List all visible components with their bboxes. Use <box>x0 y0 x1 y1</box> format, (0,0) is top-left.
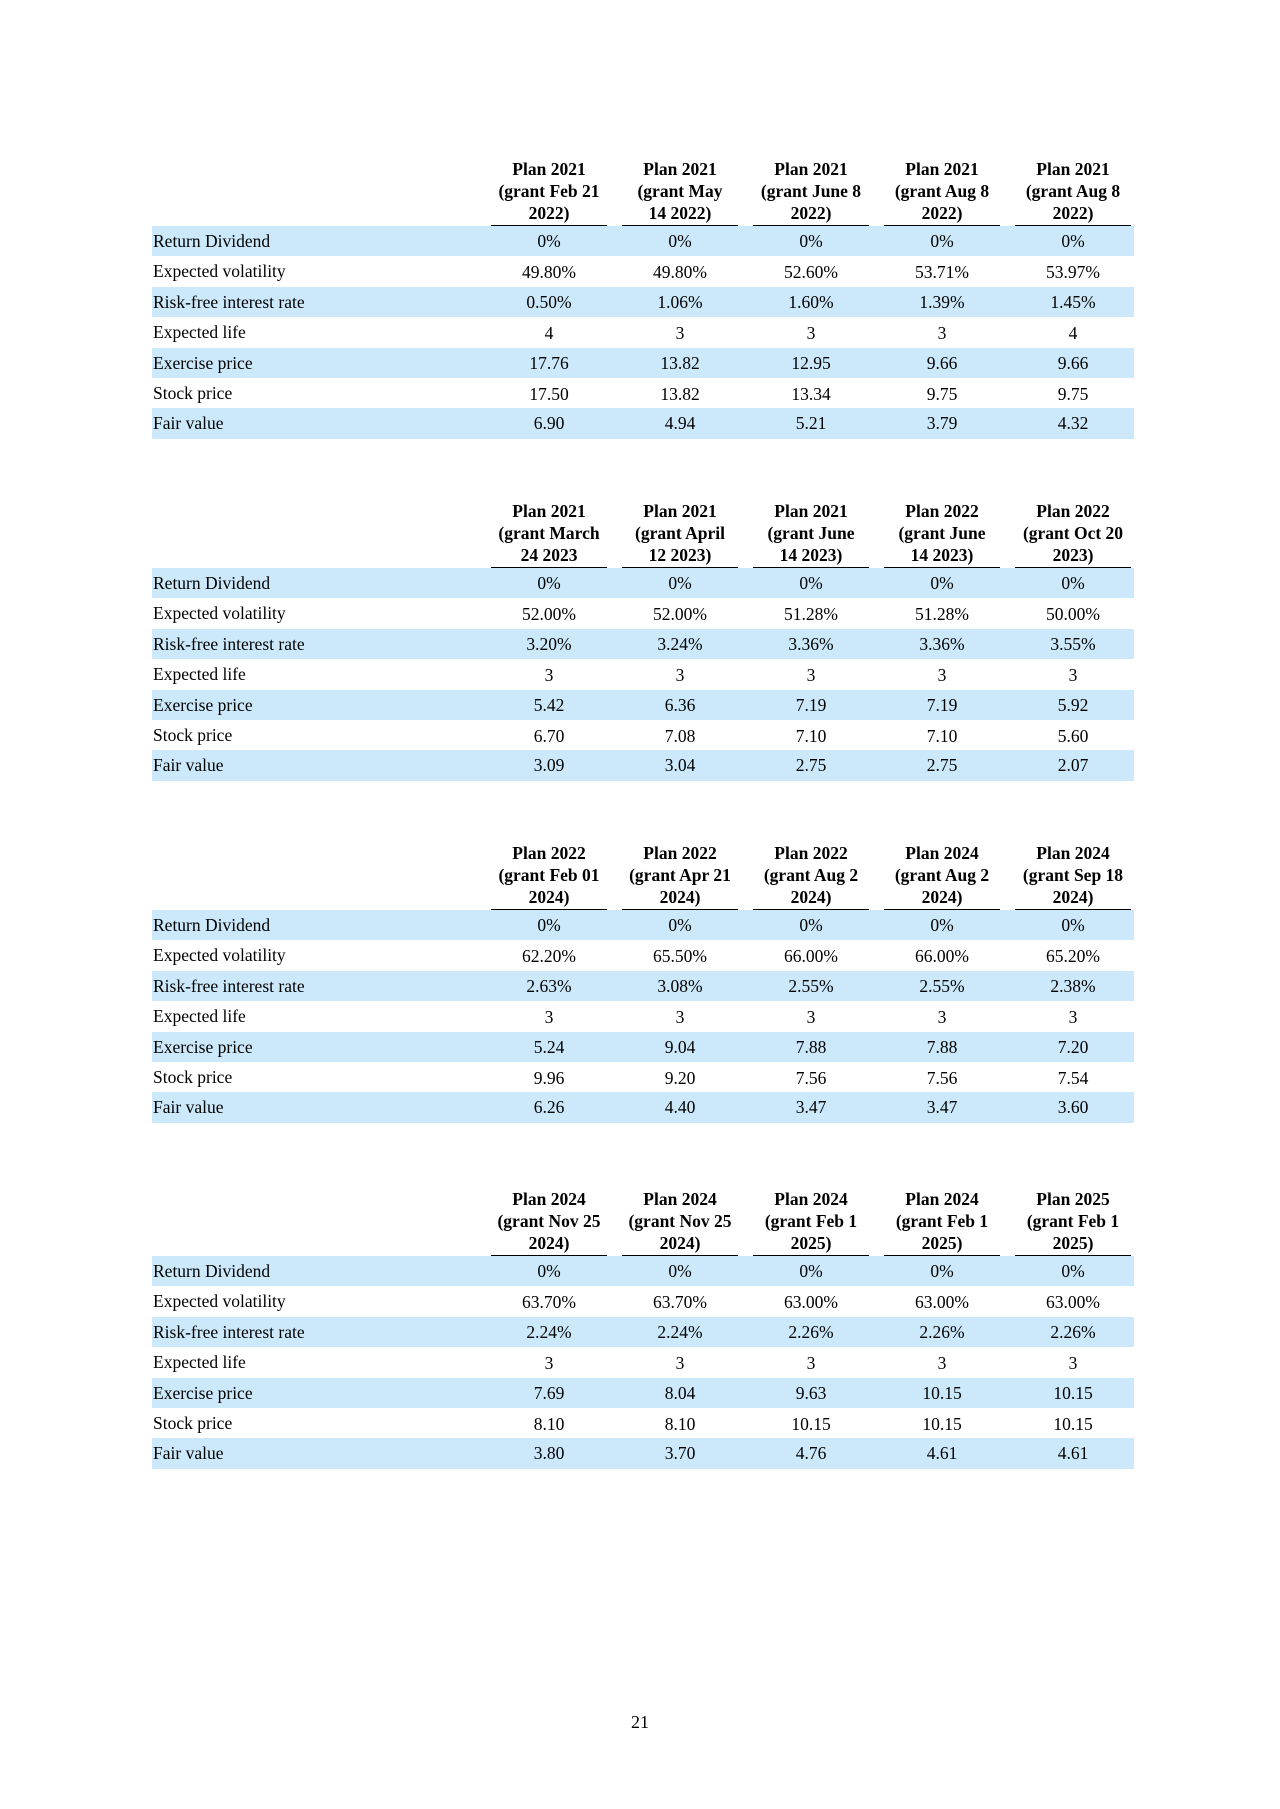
table-cell: 2.63% <box>526 975 572 996</box>
column-header: Plan 2022 (grant Feb 01 2024) <box>491 842 607 910</box>
table-row <box>152 1438 1134 1468</box>
table-cell: 7.54 <box>1057 1067 1089 1088</box>
column-header: Plan 2021 (grant Feb 21 2022) <box>491 158 607 226</box>
table-cell: 3 <box>806 1007 816 1028</box>
table-cell: 3.47 <box>926 1097 958 1118</box>
table-cell: 2.26% <box>919 1321 965 1342</box>
column-header: Plan 2024 (grant Feb 1 2025) <box>753 1188 869 1256</box>
table-cell: 3.36% <box>788 633 834 654</box>
row-label: Fair value <box>153 1443 224 1464</box>
column-header: Plan 2022 (grant June 14 2023) <box>884 500 1000 568</box>
table-cell: 51.28% <box>784 604 838 625</box>
table-cell: 3 <box>544 665 554 686</box>
table-row <box>152 1408 1134 1438</box>
table-cell: 9.96 <box>533 1067 565 1088</box>
table-row <box>152 720 1134 750</box>
table-row <box>152 1256 1134 1286</box>
column-header: Plan 2024 (grant Nov 25 2024) <box>622 1188 738 1256</box>
column-header: Plan 2021 (grant Aug 8 2022) <box>1015 158 1131 226</box>
table-cell: 3.47 <box>795 1097 827 1118</box>
table-row <box>152 256 1134 286</box>
row-label: Expected life <box>153 1352 246 1373</box>
table-cell: 0% <box>668 231 692 251</box>
table-cell: 49.80% <box>522 262 576 283</box>
table-cell: 0% <box>1061 231 1085 251</box>
column-header: Plan 2021 (grant June 14 2023) <box>753 500 869 568</box>
column-header: Plan 2024 (grant Nov 25 2024) <box>491 1188 607 1256</box>
table-cell: 7.88 <box>795 1036 827 1057</box>
table-row <box>152 317 1134 347</box>
row-label: Fair value <box>153 755 224 776</box>
table-cell: 0% <box>668 915 692 935</box>
table-cell: 0% <box>799 915 823 935</box>
table-cell: 9.66 <box>926 352 958 373</box>
table-cell: 2.24% <box>526 1321 572 1342</box>
table-cell: 63.00% <box>1046 1292 1100 1313</box>
row-label: Return Dividend <box>153 231 271 251</box>
table-row <box>152 378 1134 408</box>
table-cell: 5.92 <box>1057 694 1089 715</box>
row-label: Exercise price <box>153 352 253 373</box>
table-cell: 10.15 <box>1053 1413 1093 1434</box>
table-cell: 6.90 <box>533 413 565 434</box>
table-row <box>152 226 1134 256</box>
column-header: Plan 2021 (grant May 14 2022) <box>622 158 738 226</box>
table-cell: 3 <box>937 1353 947 1374</box>
table-cell: 2.75 <box>926 755 958 776</box>
column-header: Plan 2025 (grant Feb 1 2025) <box>1015 1188 1131 1256</box>
table-cell: 2.38% <box>1050 975 1096 996</box>
table-cell: 3 <box>675 1353 685 1374</box>
row-label: Return Dividend <box>153 1261 271 1281</box>
column-header: Plan 2021 (grant April 12 2023) <box>622 500 738 568</box>
table-cell: 0% <box>1061 1261 1085 1281</box>
table-header <box>152 842 1134 910</box>
assumptions-table-2 <box>152 500 1134 781</box>
table-cell: 2.55% <box>919 975 965 996</box>
table-cell: 62.20% <box>522 946 576 967</box>
table-cell: 3.20% <box>526 633 572 654</box>
row-label: Exercise price <box>153 694 253 715</box>
table-cell: 0% <box>1061 573 1085 593</box>
row-label: Expected volatility <box>153 603 286 624</box>
assumptions-table-4 <box>152 1188 1134 1469</box>
table-cell: 3 <box>1068 1353 1078 1374</box>
table-row <box>152 629 1134 659</box>
table-row <box>152 1347 1134 1377</box>
column-header: Plan 2022 (grant Aug 2 2024) <box>753 842 869 910</box>
table-cell: 65.20% <box>1046 946 1100 967</box>
table-cell: 0% <box>537 915 561 935</box>
table-cell: 5.60 <box>1057 725 1089 746</box>
table-cell: 5.24 <box>533 1036 565 1057</box>
table-cell: 7.19 <box>926 694 958 715</box>
table-cell: 10.15 <box>1053 1382 1093 1403</box>
table-cell: 53.97% <box>1046 262 1100 283</box>
table-cell: 1.60% <box>788 291 834 312</box>
table-cell: 1.06% <box>657 291 703 312</box>
table-cell: 52.00% <box>653 604 707 625</box>
table-cell: 4 <box>544 323 554 344</box>
table-row <box>152 940 1134 970</box>
table-cell: 0% <box>930 573 954 593</box>
row-label: Risk-free interest rate <box>153 1321 305 1342</box>
table-cell: 3 <box>1068 1007 1078 1028</box>
column-header: Plan 2021 (grant June 8 2022) <box>753 158 869 226</box>
row-label: Risk-free interest rate <box>153 975 305 996</box>
table-cell: 3.04 <box>664 755 696 776</box>
table-cell: 3 <box>675 665 685 686</box>
table-cell: 0% <box>930 231 954 251</box>
table-row <box>152 1286 1134 1316</box>
table-cell: 0% <box>537 231 561 251</box>
table-cell: 10.15 <box>791 1413 831 1434</box>
table-cell: 3 <box>544 1353 554 1374</box>
row-label: Return Dividend <box>153 915 271 935</box>
table-row <box>152 598 1134 628</box>
table-header <box>152 1188 1134 1256</box>
table-cell: 0% <box>799 573 823 593</box>
table-row <box>152 659 1134 689</box>
column-header: Plan 2021 (grant March 24 2023 <box>491 500 607 568</box>
table-cell: 9.20 <box>664 1067 696 1088</box>
table-cell: 0% <box>668 573 692 593</box>
table-cell: 13.82 <box>660 352 700 373</box>
table-cell: 3.60 <box>1057 1097 1089 1118</box>
table-cell: 51.28% <box>915 604 969 625</box>
table-cell: 9.75 <box>1057 383 1089 404</box>
table-row <box>152 1378 1134 1408</box>
table-cell: 3 <box>544 1007 554 1028</box>
table-cell: 3.24% <box>657 633 703 654</box>
table-row <box>152 408 1134 438</box>
table-cell: 66.00% <box>784 946 838 967</box>
table-cell: 0% <box>668 1261 692 1281</box>
table-cell: 0.50% <box>526 291 572 312</box>
table-cell: 66.00% <box>915 946 969 967</box>
table-cell: 0% <box>537 573 561 593</box>
table-cell: 2.26% <box>788 1321 834 1342</box>
row-label: Expected volatility <box>153 261 286 282</box>
table-cell: 0% <box>930 1261 954 1281</box>
table-cell: 3 <box>937 1007 947 1028</box>
table-cell: 3.80 <box>533 1443 565 1464</box>
table-row <box>152 690 1134 720</box>
table-cell: 2.75 <box>795 755 827 776</box>
table-cell: 6.36 <box>664 694 696 715</box>
page-number: 21 <box>631 1712 649 1732</box>
table-cell: 3 <box>806 1353 816 1374</box>
table-cell: 3.55% <box>1050 633 1096 654</box>
table-cell: 3 <box>937 323 947 344</box>
table-cell: 4.61 <box>1057 1443 1089 1464</box>
assumptions-table-1 <box>152 158 1134 439</box>
table-cell: 0% <box>930 915 954 935</box>
column-header: Plan 2024 (grant Sep 18 2024) <box>1015 842 1131 910</box>
row-label: Risk-free interest rate <box>153 291 305 312</box>
table-cell: 65.50% <box>653 946 707 967</box>
table-cell: 7.69 <box>533 1382 565 1403</box>
table-cell: 0% <box>799 231 823 251</box>
table-row <box>152 348 1134 378</box>
table-cell: 4.40 <box>664 1097 696 1118</box>
row-label: Expected life <box>153 322 246 343</box>
row-label: Stock price <box>153 724 233 745</box>
table-row <box>152 1001 1134 1031</box>
row-label: Stock price <box>153 382 233 403</box>
table-cell: 52.00% <box>522 604 576 625</box>
table-cell: 5.21 <box>795 413 827 434</box>
table-cell: 0% <box>537 1261 561 1281</box>
table-cell: 3 <box>806 323 816 344</box>
row-label: Exercise price <box>153 1382 253 1403</box>
table-cell: 9.66 <box>1057 352 1089 373</box>
table-cell: 8.10 <box>533 1413 565 1434</box>
table-cell: 2.55% <box>788 975 834 996</box>
column-header: Plan 2022 (grant Apr 21 2024) <box>622 842 738 910</box>
table-cell: 4 <box>1068 323 1078 344</box>
table-cell: 7.20 <box>1057 1036 1089 1057</box>
table-cell: 6.70 <box>533 725 565 746</box>
table-row <box>152 568 1134 598</box>
table-cell: 10.15 <box>922 1382 962 1403</box>
table-cell: 3 <box>675 323 685 344</box>
table-row <box>152 750 1134 780</box>
table-cell: 3.79 <box>926 413 958 434</box>
table-cell: 3.09 <box>533 755 565 776</box>
table-cell: 2.07 <box>1057 755 1089 776</box>
table-cell: 12.95 <box>791 352 831 373</box>
row-label: Expected volatility <box>153 1291 286 1312</box>
table-row <box>152 1317 1134 1347</box>
table-cell: 49.80% <box>653 262 707 283</box>
table-cell: 6.26 <box>533 1097 565 1118</box>
column-header: Plan 2022 (grant Oct 20 2023) <box>1015 500 1131 568</box>
table-cell: 3 <box>937 665 947 686</box>
table-cell: 17.76 <box>529 352 569 373</box>
table-cell: 7.88 <box>926 1036 958 1057</box>
row-label: Expected life <box>153 664 246 685</box>
table-cell: 1.39% <box>919 291 965 312</box>
table-cell: 9.63 <box>795 1382 827 1403</box>
table-cell: 3.36% <box>919 633 965 654</box>
table-cell: 3 <box>1068 665 1078 686</box>
table-cell: 63.70% <box>522 1292 576 1313</box>
table-cell: 63.00% <box>915 1292 969 1313</box>
table-cell: 4.32 <box>1057 413 1089 434</box>
table-cell: 7.56 <box>795 1067 827 1088</box>
table-row <box>152 287 1134 317</box>
row-label: Fair value <box>153 1097 224 1118</box>
table-cell: 8.04 <box>664 1382 696 1403</box>
row-label: Stock price <box>153 1412 233 1433</box>
row-label: Exercise price <box>153 1036 253 1057</box>
table-row <box>152 1032 1134 1062</box>
table-cell: 13.34 <box>791 383 831 404</box>
table-cell: 4.61 <box>926 1443 958 1464</box>
table-cell: 53.71% <box>915 262 969 283</box>
table-cell: 3.08% <box>657 975 703 996</box>
table-header <box>152 158 1134 226</box>
column-header: Plan 2024 (grant Aug 2 2024) <box>884 842 1000 910</box>
table-cell: 9.04 <box>664 1036 696 1057</box>
table-cell: 63.00% <box>784 1292 838 1313</box>
table-cell: 4.76 <box>795 1443 827 1464</box>
table-cell: 2.26% <box>1050 1321 1096 1342</box>
table-cell: 0% <box>1061 915 1085 935</box>
assumptions-table-3 <box>152 842 1134 1123</box>
row-label: Expected volatility <box>153 945 286 966</box>
row-label: Risk-free interest rate <box>153 633 305 654</box>
table-cell: 13.82 <box>660 383 700 404</box>
table-row <box>152 971 1134 1001</box>
table-cell: 7.56 <box>926 1067 958 1088</box>
row-label: Stock price <box>153 1066 233 1087</box>
table-cell: 2.24% <box>657 1321 703 1342</box>
table-cell: 7.10 <box>795 725 827 746</box>
table-row <box>152 1092 1134 1122</box>
table-cell: 7.19 <box>795 694 827 715</box>
table-cell: 0% <box>799 1261 823 1281</box>
table-cell: 5.42 <box>533 694 565 715</box>
column-header: Plan 2024 (grant Feb 1 2025) <box>884 1188 1000 1256</box>
table-cell: 7.08 <box>664 725 696 746</box>
table-cell: 10.15 <box>922 1413 962 1434</box>
table-cell: 7.10 <box>926 725 958 746</box>
table-cell: 3 <box>675 1007 685 1028</box>
table-cell: 3 <box>806 665 816 686</box>
column-header: Plan 2021 (grant Aug 8 2022) <box>884 158 1000 226</box>
table-cell: 9.75 <box>926 383 958 404</box>
table-cell: 63.70% <box>653 1292 707 1313</box>
table-cell: 8.10 <box>664 1413 696 1434</box>
table-cell: 17.50 <box>529 383 569 404</box>
row-label: Fair value <box>153 413 224 434</box>
table-row <box>152 1062 1134 1092</box>
table-cell: 3.70 <box>664 1443 696 1464</box>
table-header <box>152 500 1134 568</box>
table-cell: 1.45% <box>1050 291 1096 312</box>
row-label: Expected life <box>153 1006 246 1027</box>
table-cell: 52.60% <box>784 262 838 283</box>
table-cell: 4.94 <box>664 413 696 434</box>
table-cell: 50.00% <box>1046 604 1100 625</box>
row-label: Return Dividend <box>153 573 271 593</box>
table-row <box>152 910 1134 940</box>
